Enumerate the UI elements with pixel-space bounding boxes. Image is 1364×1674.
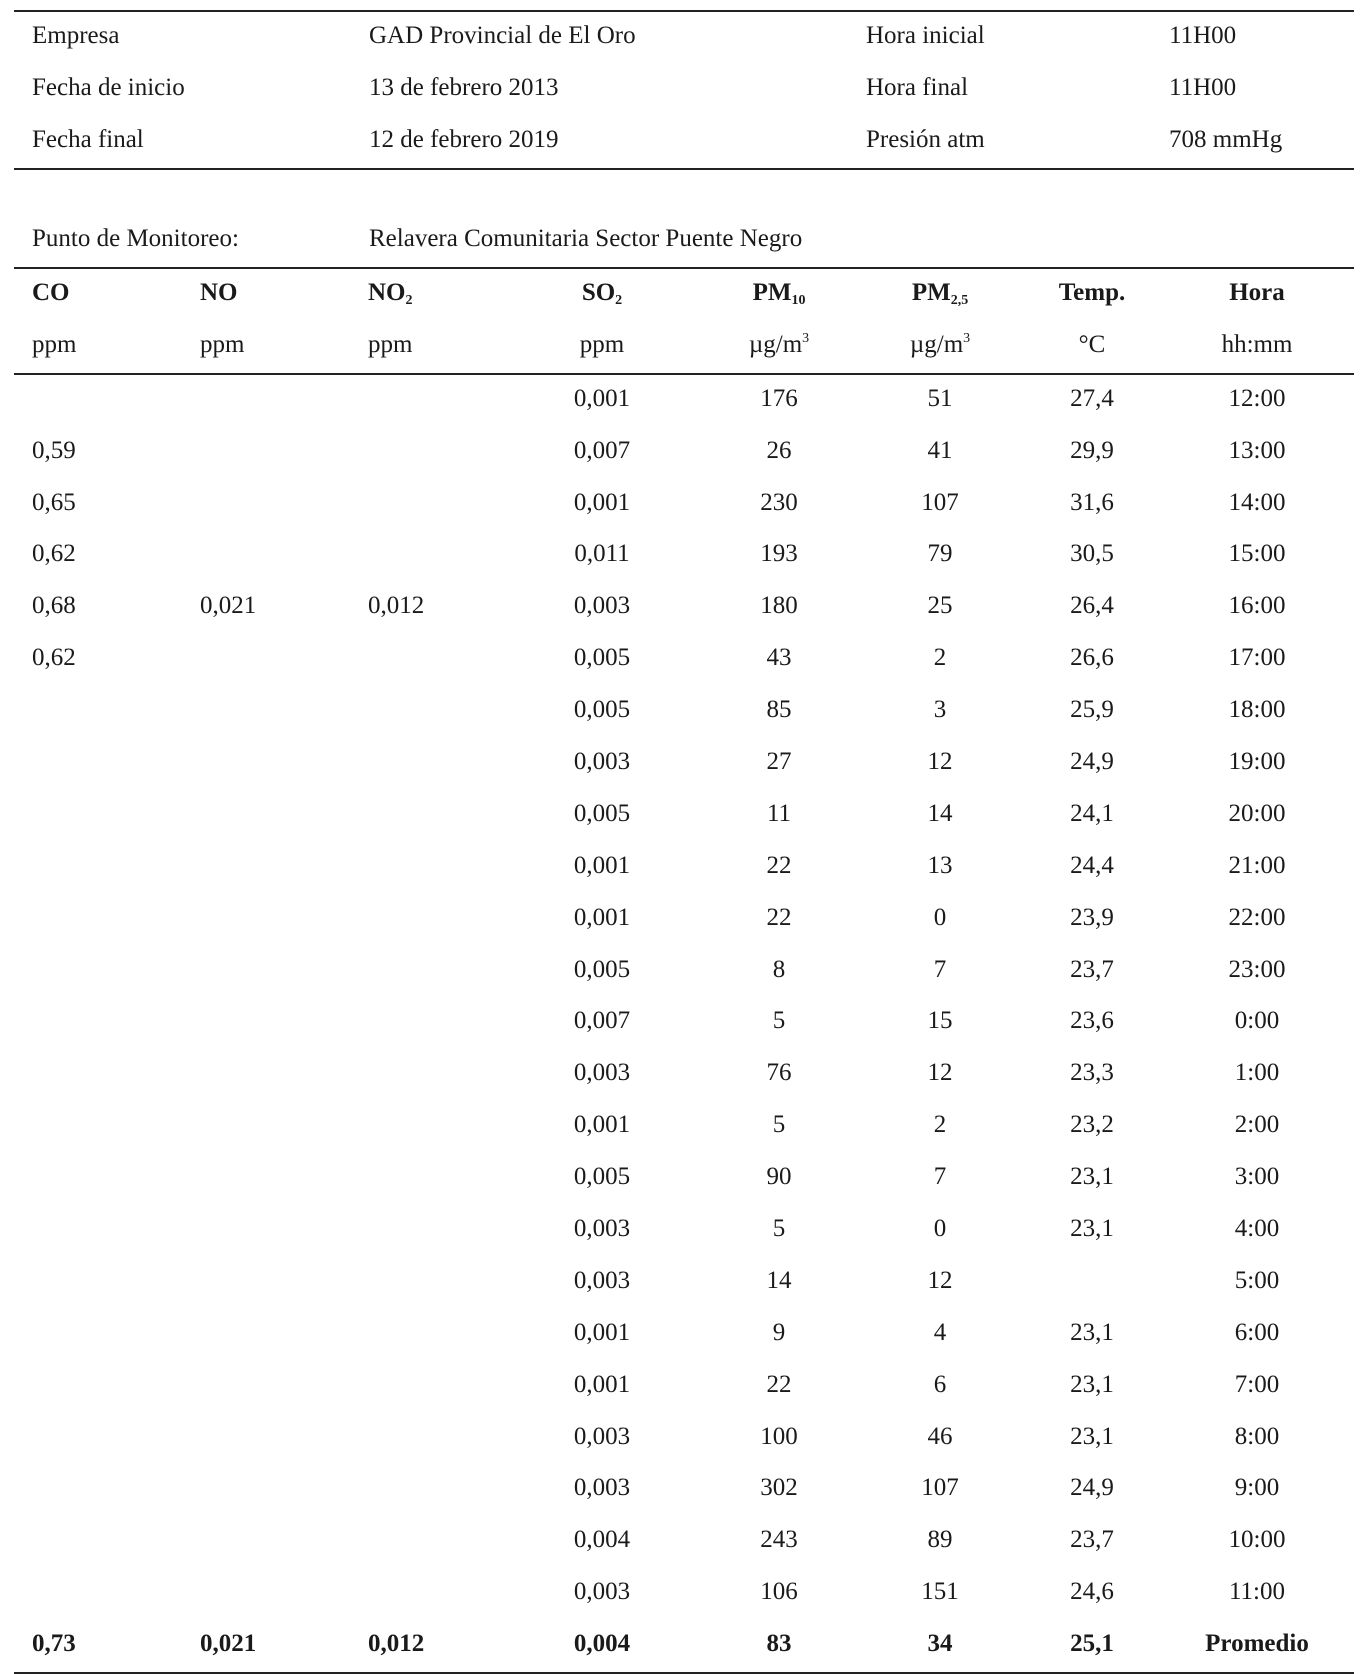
info-value: 11H00 [1169,22,1237,49]
info-label: Fecha final [32,126,144,153]
cell-so2: 0,003 [573,1578,631,1606]
cell-temp: 23,1 [1070,1318,1114,1346]
cell-no2: 0,012 [368,592,425,620]
cell-so2: 0,007 [573,1007,631,1035]
info-label: Fecha de inicio [32,74,185,101]
table-row [14,1101,1354,1153]
column-header-pm25 [892,279,988,309]
column-unit-hora [1197,331,1317,359]
cell-so2: 0,005 [573,799,631,827]
cell-pm25: 7 [933,955,947,983]
average-temp: 25,1 [1070,1630,1114,1658]
column-header-text: NO [368,279,406,306]
info-value: 11H00 [1169,74,1237,101]
cell-so2: 0,001 [573,903,631,931]
cell-so2: 0,001 [573,1318,631,1346]
table-row [14,1309,1354,1361]
cell-co: 0,65 [32,488,76,516]
column-unit-text: ppm [32,330,77,358]
cell-hora: 13:00 [1228,436,1286,464]
cell-pm25: 0 [933,903,947,931]
cell-temp: 23,6 [1070,1007,1114,1035]
cell-pm25: 12 [927,1266,953,1294]
cell-pm10: 26 [766,436,792,464]
cell-pm10: 5 [772,1215,786,1243]
cell-pm10: 302 [760,1474,798,1502]
table-row [14,1205,1354,1257]
cell-temp: 23,1 [1070,1215,1114,1243]
cell-so2: 0,011 [574,540,630,568]
cell-pm10: 22 [766,903,792,931]
column-header-text: PM [752,279,792,306]
table-row [14,375,1354,427]
info-value: 13 de febrero 2013 [369,74,559,101]
column-unit-co [32,331,76,359]
cell-no: 0,021 [200,592,257,620]
average-co: 0,73 [32,1630,76,1658]
cell-pm10: 230 [760,488,798,516]
average-no: 0,021 [200,1630,257,1658]
info-label: Hora final [866,74,969,101]
cell-co: 0,62 [32,540,76,568]
info-value: 708 mmHg [1169,126,1283,153]
table-row [14,738,1354,790]
cell-hora: 21:00 [1228,851,1286,879]
table-row [14,1464,1354,1516]
column-header-no [200,279,238,307]
cell-temp: 24,9 [1070,1474,1114,1502]
unit-header-row [14,321,1354,373]
cell-hora: 23:00 [1228,955,1286,983]
cell-so2: 0,007 [573,436,631,464]
table-row [14,582,1354,634]
column-header-temp [1044,279,1140,307]
cell-temp: 24,1 [1070,799,1114,827]
cell-pm25: 51 [927,384,953,412]
cell-so2: 0,001 [573,488,631,516]
cell-hora: 11:00 [1228,1578,1286,1606]
cell-temp: 26,6 [1070,644,1114,672]
cell-pm10: 22 [766,1370,792,1398]
cell-hora: 16:00 [1228,592,1286,620]
cell-pm10: 5 [772,1007,786,1035]
cell-pm10: 193 [760,540,798,568]
info-row [14,116,1354,168]
cell-so2: 0,004 [573,1526,631,1554]
cell-hora: 15:00 [1228,540,1286,568]
info-bottom-rule [14,168,1354,170]
table-row [14,479,1354,531]
cell-pm10: 5 [772,1111,786,1139]
column-unit-text: µg/m [909,330,964,358]
cell-hora: 2:00 [1234,1111,1280,1139]
table-row [14,894,1354,946]
info-row [14,12,1354,64]
column-unit-text: ppm [368,330,413,358]
cell-co: 0,68 [32,592,76,620]
cell-pm25: 0 [933,1215,947,1243]
column-header-subscript: 2 [405,293,413,308]
cell-pm25: 2 [933,1111,947,1139]
cell-pm25: 14 [927,799,953,827]
cell-pm10: 8 [772,955,786,983]
column-unit-so2 [557,331,647,359]
info-value: 12 de febrero 2019 [369,126,559,153]
cell-so2: 0,003 [573,592,631,620]
cell-so2: 0,003 [573,1474,631,1502]
column-unit-no2 [368,331,412,359]
cell-so2: 0,001 [573,384,631,412]
cell-pm10: 180 [760,592,798,620]
column-unit-pm25 [892,331,988,359]
cell-temp: 23,9 [1070,903,1114,931]
column-header-subscript: 2 [615,293,623,308]
column-header-text: Temp. [1058,279,1126,306]
cell-pm25: 15 [927,1007,953,1035]
cell-hora: 9:00 [1234,1474,1280,1502]
monitoring-point [14,215,1354,267]
cell-hora: 14:00 [1228,488,1286,516]
cell-pm25: 3 [933,696,947,724]
table-row [14,634,1354,686]
info-row [14,64,1354,116]
average-pm25: 34 [927,1630,953,1658]
table-row [14,1361,1354,1413]
cell-hora: 1:00 [1234,1059,1280,1087]
cell-temp: 23,2 [1070,1111,1114,1139]
info-value: GAD Provincial de El Oro [369,22,636,49]
cell-co: 0,62 [32,644,76,672]
column-header-no2 [368,279,413,309]
table-row [14,946,1354,998]
cell-pm10: 9 [772,1318,786,1346]
average-row [14,1620,1354,1672]
column-header-hora [1197,279,1317,307]
table-row [14,997,1354,1049]
cell-so2: 0,003 [573,748,631,776]
column-header-so2 [557,279,647,309]
column-unit-superscript: 3 [963,330,971,346]
column-header-row [14,269,1354,321]
column-header-text: PM [911,279,951,306]
cell-pm25: 107 [921,1474,959,1502]
column-unit-superscript: 3 [802,330,810,346]
cell-temp: 27,4 [1070,384,1114,412]
cell-pm10: 43 [766,644,792,672]
cell-temp: 31,6 [1070,488,1114,516]
cell-temp: 24,4 [1070,851,1114,879]
table-row [14,1257,1354,1309]
cell-pm10: 76 [766,1059,792,1087]
info-block [14,12,1354,168]
cell-pm25: 12 [927,1059,953,1087]
cell-hora: 22:00 [1228,903,1286,931]
cell-pm10: 106 [760,1578,798,1606]
table-row [14,1516,1354,1568]
cell-so2: 0,005 [573,644,631,672]
cell-pm10: 85 [766,696,792,724]
cell-temp: 30,5 [1070,540,1114,568]
cell-temp: 23,1 [1070,1163,1114,1191]
table-row [14,790,1354,842]
column-unit-text: hh:mm [1221,330,1293,358]
cell-pm25: 4 [933,1318,947,1346]
column-unit-text: ppm [200,330,245,358]
cell-temp: 23,7 [1070,955,1114,983]
table-row [14,1568,1354,1620]
cell-temp: 25,9 [1070,696,1114,724]
table-row [14,1153,1354,1205]
cell-so2: 0,005 [573,955,631,983]
cell-pm25: 12 [927,748,953,776]
cell-hora: 17:00 [1228,644,1286,672]
cell-hora: 0:00 [1234,1007,1280,1035]
cell-so2: 0,001 [573,1111,631,1139]
cell-hora: 4:00 [1234,1215,1280,1243]
cell-so2: 0,003 [573,1422,631,1450]
cell-pm10: 100 [760,1422,798,1450]
cell-hora: 3:00 [1234,1163,1280,1191]
column-header-co [32,279,70,307]
cell-hora: 10:00 [1228,1526,1286,1554]
cell-hora: 19:00 [1228,748,1286,776]
cell-pm10: 176 [760,384,798,412]
column-header-pm10 [725,279,833,309]
cell-temp: 23,7 [1070,1526,1114,1554]
cell-hora: 5:00 [1234,1266,1280,1294]
cell-hora: 20:00 [1228,799,1286,827]
average-no2: 0,012 [368,1630,425,1658]
measurement-table [14,269,1354,1672]
table-row [14,530,1354,582]
cell-pm25: 7 [933,1163,947,1191]
cell-so2: 0,005 [573,1163,631,1191]
cell-pm25: 151 [921,1578,959,1606]
cell-temp: 26,4 [1070,592,1114,620]
cell-temp: 29,9 [1070,436,1114,464]
column-header-subscript: 10 [791,293,806,308]
table-row [14,1049,1354,1101]
monitoring-point-label: Punto de Monitoreo: [32,225,239,252]
cell-hora: 18:00 [1228,696,1286,724]
cell-pm25: 25 [927,592,953,620]
column-header-text: CO [32,279,70,306]
column-unit-pm10 [725,331,833,359]
cell-pm25: 46 [927,1422,953,1450]
cell-so2: 0,001 [573,851,631,879]
monitoring-report [14,10,1354,1674]
cell-hora: 8:00 [1234,1422,1280,1450]
cell-pm10: 243 [760,1526,798,1554]
cell-pm25: 2 [933,644,947,672]
cell-pm10: 11 [766,799,792,827]
table-body [14,375,1354,1620]
cell-so2: 0,005 [573,696,631,724]
cell-so2: 0,001 [573,1370,631,1398]
cell-temp: 23,3 [1070,1059,1114,1087]
cell-pm10: 90 [766,1163,792,1191]
cell-pm10: 14 [766,1266,792,1294]
cell-hora: 12:00 [1228,384,1286,412]
cell-co: 0,59 [32,436,76,464]
cell-pm10: 22 [766,851,792,879]
cell-pm25: 107 [921,488,959,516]
cell-pm10: 27 [766,748,792,776]
table-row [14,842,1354,894]
column-header-subscript: 2,5 [950,293,969,308]
average-so2: 0,004 [573,1630,631,1658]
info-label: Hora inicial [866,22,985,49]
column-unit-text: °C [1078,330,1106,358]
cell-so2: 0,003 [573,1266,631,1294]
cell-temp: 24,9 [1070,748,1114,776]
cell-so2: 0,003 [573,1215,631,1243]
cell-pm25: 79 [927,540,953,568]
info-label: Presión atm [866,126,985,153]
column-header-text: Hora [1229,279,1285,306]
column-header-text: SO [581,279,616,306]
cell-temp: 23,1 [1070,1422,1114,1450]
cell-pm25: 41 [927,436,953,464]
info-label: Empresa [32,22,120,49]
average-pm10: 83 [766,1630,792,1658]
cell-temp: 23,1 [1070,1370,1114,1398]
cell-so2: 0,003 [573,1059,631,1087]
table-row [14,427,1354,479]
column-unit-no [200,331,244,359]
column-unit-text: ppm [579,330,625,358]
average-hora: Promedio [1205,1630,1309,1658]
column-header-text: NO [200,279,238,306]
cell-hora: 6:00 [1234,1318,1280,1346]
column-unit-text: µg/m [748,330,803,358]
column-unit-temp [1044,331,1140,359]
monitoring-point-value: Relavera Comunitaria Sector Puente Negro [369,225,803,252]
cell-hora: 7:00 [1234,1370,1280,1398]
cell-pm25: 89 [927,1526,953,1554]
table-row [14,1413,1354,1465]
cell-pm25: 13 [927,851,953,879]
cell-temp: 24,6 [1070,1578,1114,1606]
cell-pm25: 6 [933,1370,947,1398]
table-row [14,686,1354,738]
